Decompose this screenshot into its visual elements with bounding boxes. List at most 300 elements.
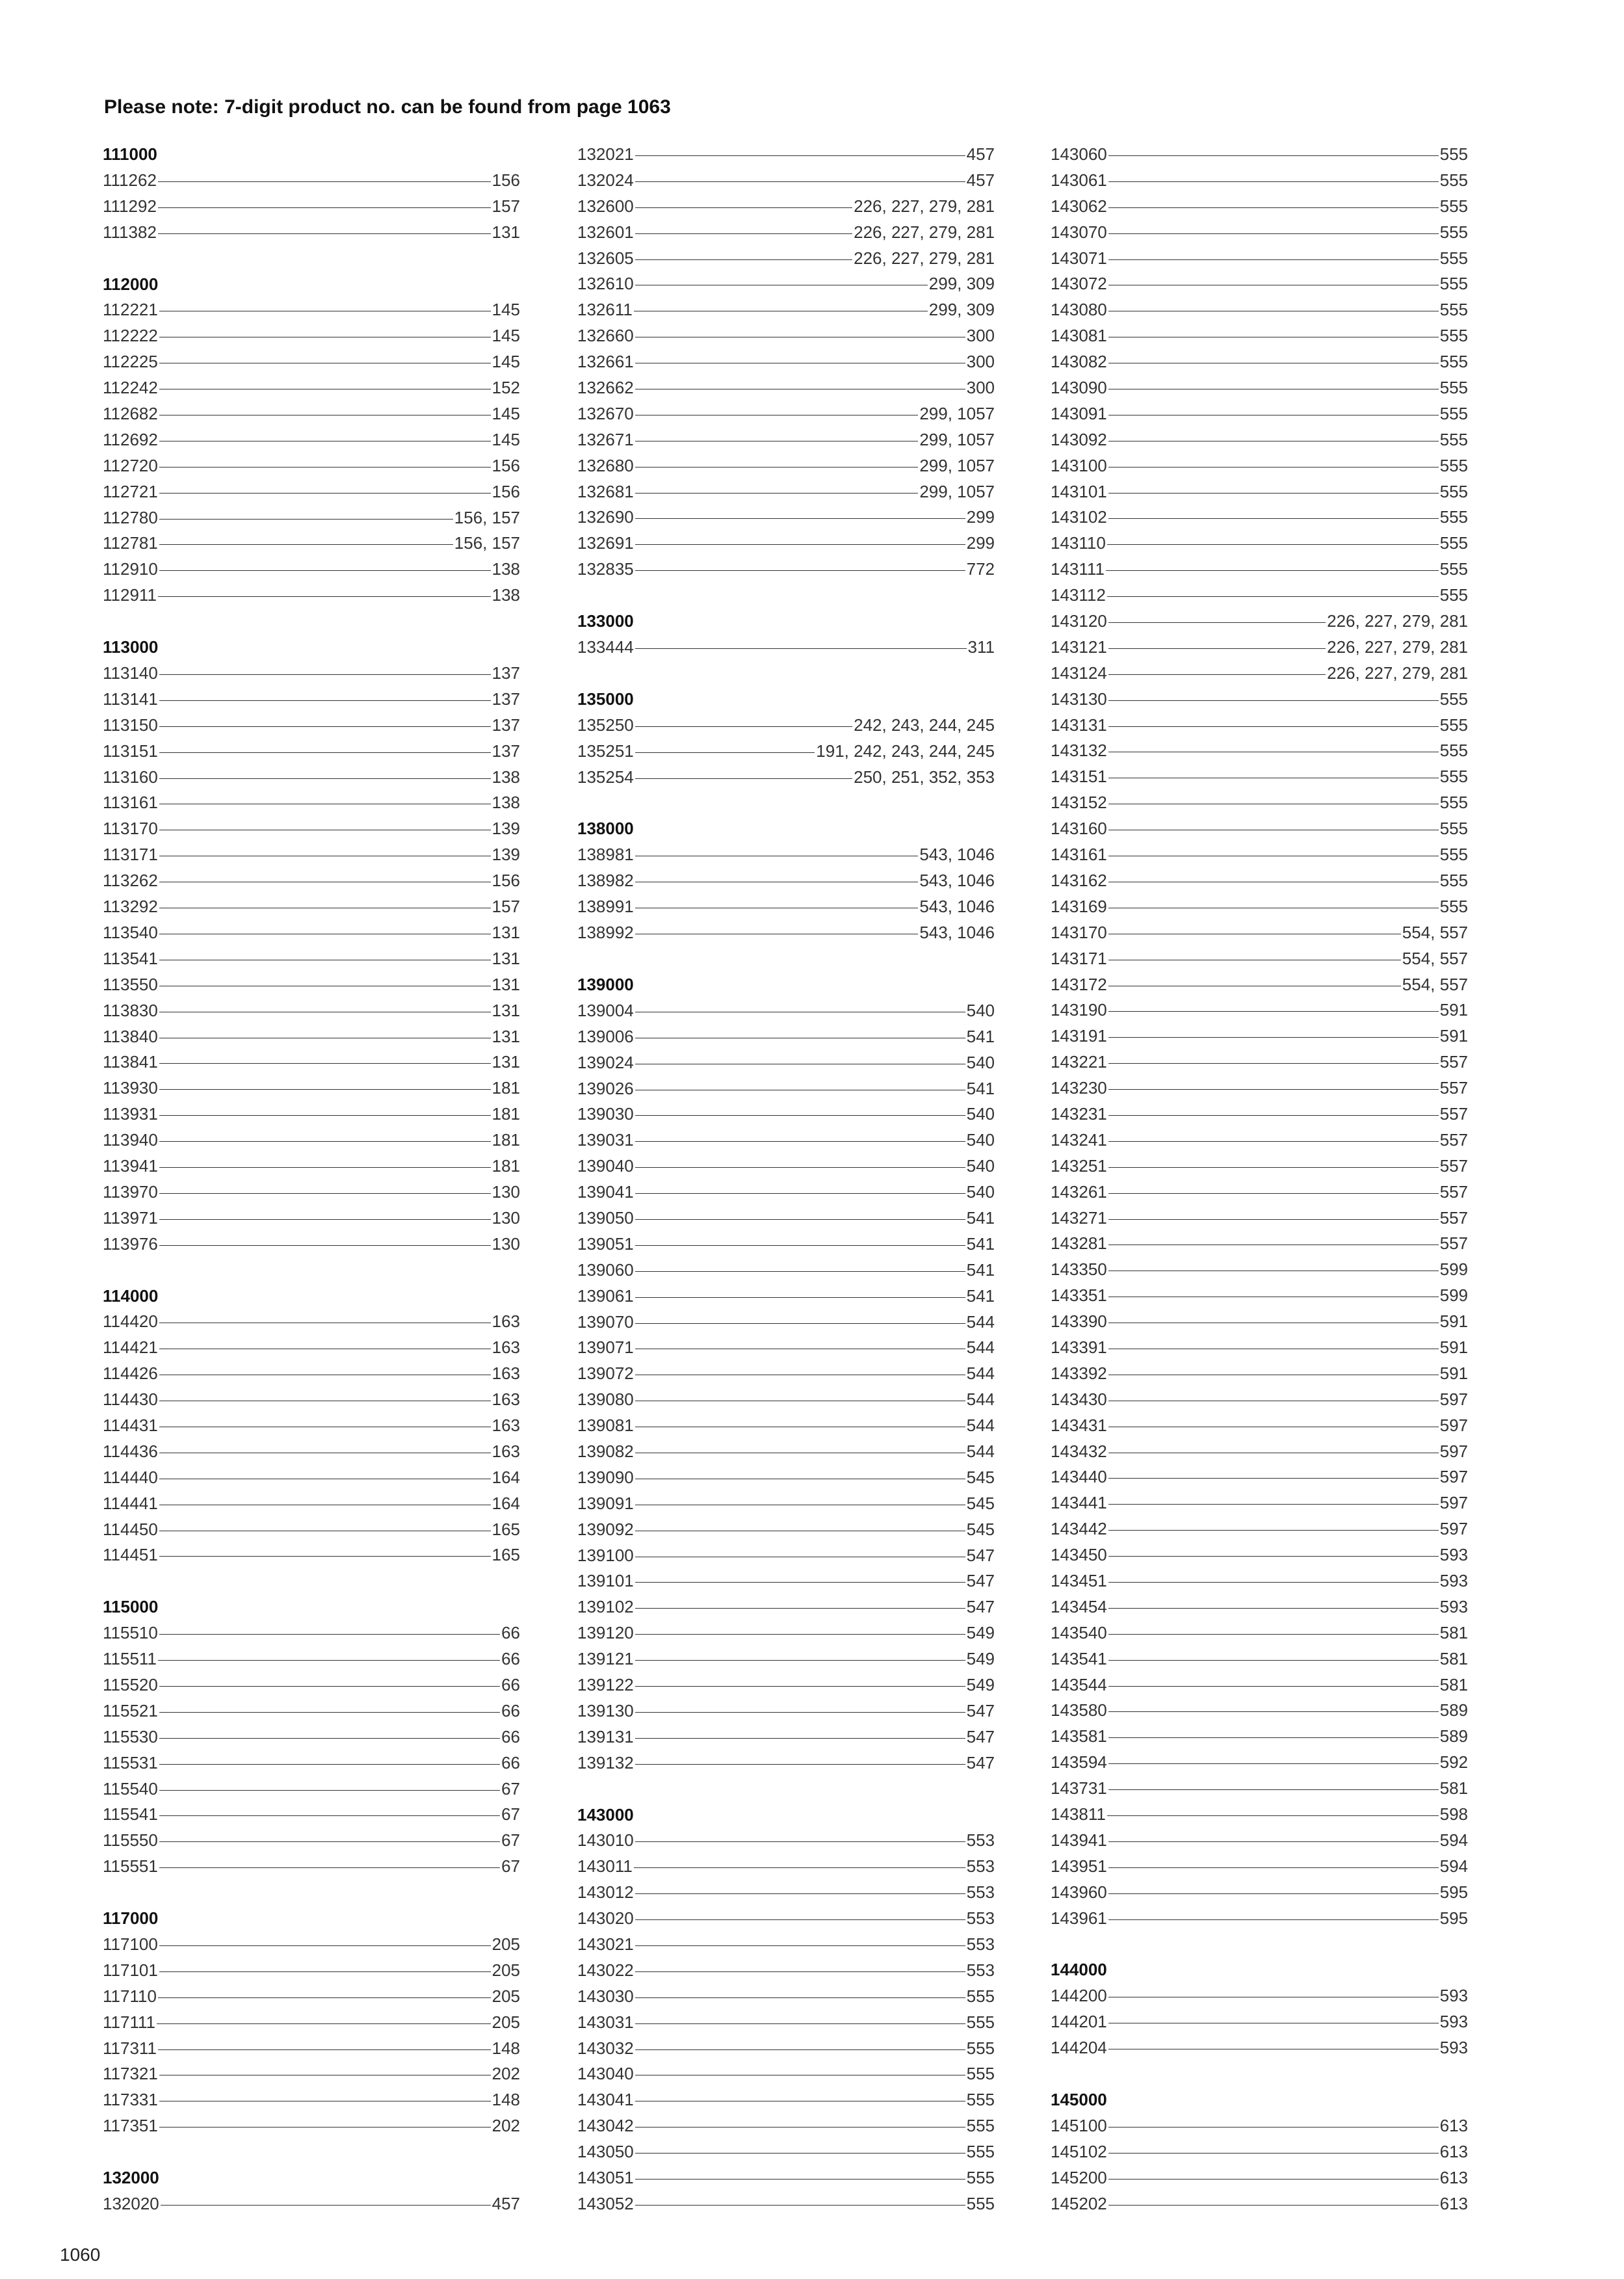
- page-reference: 541: [966, 1026, 995, 1046]
- page-reference: 130: [491, 1233, 520, 1254]
- page-reference: 457: [491, 2194, 520, 2214]
- product-number: 143160: [1051, 819, 1107, 839]
- index-entry: [103, 1802, 520, 1828]
- product-number: 143451: [1051, 1570, 1107, 1590]
- product-number: 143092: [1051, 429, 1107, 449]
- index-entry: [1051, 1257, 1468, 1283]
- page-reference: 595: [1439, 1882, 1468, 1902]
- product-number: 113171: [103, 845, 158, 865]
- page-reference: 557: [1439, 1078, 1468, 1098]
- product-number: 145200: [1051, 2167, 1107, 2187]
- product-number: 139071: [577, 1337, 634, 1358]
- product-number: 113292: [103, 897, 158, 917]
- page-reference: 555: [1439, 222, 1468, 242]
- leader-line: [1108, 1478, 1439, 1479]
- index-entry: [577, 1439, 995, 1465]
- leader-line: [1108, 1737, 1439, 1738]
- index-entry: [577, 246, 995, 272]
- leader-line: [159, 519, 453, 520]
- index-entry: [103, 2061, 520, 2087]
- page-reference: 148: [491, 2090, 520, 2110]
- leader-line: [635, 2205, 965, 2206]
- product-number: 132610: [577, 274, 634, 294]
- page-reference: 156, 157: [454, 507, 520, 527]
- page-reference: 581: [1439, 1648, 1468, 1668]
- leader-line: [159, 1115, 491, 1116]
- product-number: 138992: [577, 923, 634, 943]
- leader-line: [1108, 2205, 1439, 2206]
- page-reference: 554, 557: [1402, 974, 1468, 994]
- page-reference: 547: [966, 1700, 995, 1720]
- page-reference: 299, 309: [928, 300, 995, 320]
- page-reference: 555: [1439, 559, 1468, 579]
- leader-line: [1108, 1141, 1439, 1142]
- product-number: 143020: [577, 1908, 634, 1929]
- index-entry: [103, 1854, 520, 1880]
- page-reference: 555: [1439, 300, 1468, 320]
- page-reference: 581: [1439, 1622, 1468, 1642]
- leader-line: [159, 778, 491, 779]
- leader-line: [159, 700, 491, 701]
- product-number: 143022: [577, 1960, 634, 1980]
- index-entry: [1051, 1101, 1468, 1127]
- index-entry: [103, 765, 520, 791]
- product-number: 117100: [103, 1934, 158, 1954]
- page-reference: 555: [1439, 715, 1468, 735]
- page-reference: 591: [1439, 1311, 1468, 1332]
- index-entry: [577, 453, 995, 479]
- page-reference: 156: [491, 170, 520, 190]
- page-reference: 163: [491, 1390, 520, 1410]
- index-entry: [1051, 1880, 1468, 1906]
- product-number: 143062: [1051, 196, 1107, 216]
- leader-line: [1108, 1893, 1439, 1894]
- group-heading: 143000: [577, 1804, 634, 1825]
- index-entry: [1051, 687, 1468, 713]
- index-entry: [1051, 738, 1468, 764]
- index-entry: [1051, 297, 1468, 323]
- index-entry: [103, 479, 520, 505]
- product-number: 132660: [577, 326, 634, 346]
- index-entry: [577, 1880, 995, 1906]
- page-reference: 242, 243, 244, 245: [854, 715, 995, 735]
- product-number: 135250: [577, 715, 634, 735]
- product-number: 133444: [577, 637, 634, 657]
- product-number: 114440: [103, 1467, 158, 1487]
- index-entry: [577, 375, 995, 401]
- product-number: 138981: [577, 845, 634, 865]
- index-entry: [103, 842, 520, 868]
- product-number: 113840: [103, 1026, 158, 1046]
- index-entry: [1051, 1542, 1468, 1568]
- index-entry: [577, 1543, 995, 1569]
- product-number: 112910: [103, 559, 158, 579]
- leader-line: [1108, 259, 1439, 260]
- product-number: 139024: [577, 1052, 634, 1072]
- product-number: 143731: [1051, 1778, 1107, 1798]
- product-number: 143112: [1051, 585, 1106, 605]
- index-entry: [577, 1958, 995, 1984]
- index-entry: [1051, 635, 1468, 661]
- leader-line: [158, 2049, 491, 2050]
- index-entry: [577, 168, 995, 194]
- leader-line: [159, 674, 491, 675]
- leader-line: [1108, 233, 1439, 234]
- leader-line: [158, 1997, 491, 1998]
- leader-line: [159, 1219, 491, 1220]
- product-number: 132670: [577, 403, 634, 423]
- product-number: 112682: [103, 404, 158, 424]
- product-number: 143172: [1051, 974, 1107, 994]
- product-number: 113550: [103, 974, 158, 994]
- index-entry: [1051, 531, 1468, 557]
- page-reference: 145: [491, 352, 520, 372]
- product-number: 117111: [103, 2012, 155, 2032]
- product-number: 113150: [103, 715, 158, 735]
- page-reference: 541: [966, 1207, 995, 1228]
- page-reference: 595: [1439, 1908, 1468, 1928]
- leader-line: [1108, 1867, 1439, 1868]
- index-entry: [103, 401, 520, 427]
- product-number: 111292: [103, 196, 157, 216]
- page-reference: 145: [491, 326, 520, 346]
- page-reference: 547: [966, 1597, 995, 1617]
- index-entry: [577, 1750, 995, 1776]
- index-entry: [1051, 1568, 1468, 1594]
- page-reference: 181: [491, 1155, 520, 1176]
- page-reference: 557: [1439, 1129, 1468, 1150]
- page-reference: 137: [491, 715, 520, 735]
- page-reference: 226, 227, 279, 281: [854, 222, 995, 242]
- product-number: 143124: [1051, 663, 1107, 683]
- page-reference: 300: [966, 326, 995, 346]
- index-entry: [1051, 946, 1468, 972]
- product-number: 117311: [103, 2038, 157, 2058]
- index-entry: [1051, 609, 1468, 635]
- index-group: [103, 142, 520, 246]
- page-reference: 555: [1439, 274, 1468, 294]
- product-number: 113976: [103, 1233, 158, 1254]
- group-heading: 139000: [577, 974, 634, 994]
- page-reference: 555: [966, 1986, 995, 2006]
- product-number: 145202: [1051, 2193, 1107, 2213]
- product-number: 139070: [577, 1311, 634, 1332]
- index-entry: [1051, 2191, 1468, 2217]
- leader-line: [635, 155, 965, 156]
- page-reference: 555: [1439, 741, 1468, 761]
- leader-line: [635, 1738, 965, 1739]
- page-reference: 156: [491, 481, 520, 501]
- leader-line: [159, 1634, 500, 1635]
- page-reference: 597: [1439, 1467, 1468, 1487]
- page-reference: 613: [1439, 2141, 1468, 2161]
- product-number: 113940: [103, 1130, 158, 1150]
- page-reference: 66: [501, 1700, 520, 1720]
- page-reference: 191, 242, 243, 244, 245: [816, 741, 995, 761]
- group-heading: 135000: [577, 689, 634, 709]
- product-number: 115550: [103, 1830, 158, 1851]
- index-entry: [577, 297, 995, 323]
- product-number: 117351: [103, 2116, 158, 2136]
- index-entry: [1051, 1023, 1468, 1049]
- product-number: 143941: [1051, 1830, 1107, 1850]
- product-number: 139072: [577, 1363, 634, 1384]
- index-entry: [103, 972, 520, 998]
- leader-line: [1107, 1815, 1439, 1816]
- product-number: 139101: [577, 1571, 634, 1591]
- page-reference: 540: [966, 1052, 995, 1072]
- index-entry: [103, 1127, 520, 1153]
- page-number: 1060: [60, 2245, 101, 2265]
- page-reference: 67: [501, 1856, 520, 1877]
- product-number: 112911: [103, 585, 157, 605]
- index-entry: [577, 2087, 995, 2113]
- leader-line: [1108, 1919, 1439, 1920]
- page-reference: 299, 1057: [919, 429, 995, 449]
- page-reference: 557: [1439, 1207, 1468, 1228]
- index-entry: [577, 2191, 995, 2217]
- index-entry: [103, 1309, 520, 1335]
- product-number: 115541: [103, 1804, 158, 1825]
- index-entry: [1051, 1802, 1468, 1828]
- index-entry: [577, 531, 995, 557]
- page-reference: 555: [1439, 429, 1468, 449]
- leader-line: [635, 493, 919, 494]
- leader-line: [159, 2127, 491, 2128]
- product-number: 113841: [103, 1052, 158, 1072]
- index-entry: [1051, 271, 1468, 297]
- index-entry: [577, 842, 995, 868]
- page-reference: 593: [1439, 1986, 1468, 2006]
- product-number: 115520: [103, 1674, 158, 1694]
- index-entry: [577, 271, 995, 297]
- leader-line: [1108, 518, 1439, 519]
- leader-line: [635, 1193, 965, 1194]
- group-heading: 111000: [103, 144, 157, 164]
- index-entry: [1051, 1594, 1468, 1620]
- leader-line: [635, 1660, 965, 1661]
- page-reference: 148: [491, 2038, 520, 2058]
- product-number: 143011: [577, 1856, 633, 1877]
- group-heading: 114000: [103, 1285, 159, 1306]
- page-reference: 555: [1439, 378, 1468, 398]
- page-reference: 457: [966, 144, 995, 164]
- page-reference: 137: [491, 741, 520, 761]
- index-entry: [1051, 583, 1468, 609]
- index-entry: [1051, 1983, 1468, 2009]
- leader-line: [159, 1738, 500, 1739]
- product-number: 139081: [577, 1416, 634, 1436]
- page-reference: 156, 157: [454, 533, 520, 553]
- product-number: 143351: [1051, 1285, 1107, 1306]
- index-entry: [577, 1127, 995, 1153]
- product-number: 143040: [577, 2064, 634, 2084]
- page-reference: 226, 227, 279, 281: [1327, 663, 1468, 683]
- index-entry: [103, 1335, 520, 1361]
- page-reference: 593: [1439, 1596, 1468, 1616]
- product-number: 143030: [577, 1986, 634, 2006]
- index-entry: [1051, 1776, 1468, 1802]
- product-number: 143961: [1051, 1908, 1107, 1928]
- index-entry: [577, 1024, 995, 1050]
- leader-line: [159, 570, 491, 571]
- page-reference: 541: [966, 1285, 995, 1306]
- leader-line: [635, 467, 919, 468]
- product-number: 143169: [1051, 896, 1107, 916]
- page-reference: 553: [966, 1960, 995, 1980]
- product-number: 112225: [103, 352, 158, 372]
- product-number: 144204: [1051, 2038, 1107, 2058]
- page-reference: 599: [1439, 1285, 1468, 1306]
- page-reference: 555: [1439, 326, 1468, 346]
- product-number: 132680: [577, 455, 634, 475]
- product-number: 113540: [103, 922, 158, 942]
- product-number: 139122: [577, 1674, 634, 1694]
- product-number: 132661: [577, 352, 634, 372]
- index-entry: [577, 1568, 995, 1594]
- index-entry: [1051, 2009, 1468, 2035]
- index-entry: [1051, 1387, 1468, 1413]
- page-reference: 540: [966, 1130, 995, 1150]
- index-entry: [103, 2191, 520, 2217]
- index-entry: [103, 1620, 520, 1646]
- product-number: 132605: [577, 248, 634, 268]
- leader-line: [635, 1997, 965, 1998]
- page-reference: 66: [501, 1674, 520, 1694]
- product-number: 143450: [1051, 1545, 1107, 1565]
- group-heading: 133000: [577, 611, 634, 631]
- product-number: 139026: [577, 1078, 634, 1098]
- page-reference: 163: [491, 1337, 520, 1358]
- product-number: 113970: [103, 1181, 158, 1202]
- index-entry: [103, 1698, 520, 1724]
- leader-line: [1108, 1841, 1439, 1842]
- page-reference: 545: [966, 1493, 995, 1513]
- product-number: 132600: [577, 196, 634, 216]
- page-reference: 555: [1439, 819, 1468, 839]
- page-reference: 591: [1439, 1026, 1468, 1046]
- leader-line: [159, 1790, 500, 1791]
- product-number: 143390: [1051, 1311, 1107, 1332]
- page-reference: 541: [966, 1078, 995, 1098]
- page-reference: 165: [491, 1545, 520, 1565]
- page-reference: 555: [966, 2012, 995, 2032]
- product-number: 132835: [577, 559, 634, 579]
- page-reference: 540: [966, 1182, 995, 1202]
- page-reference: 145: [491, 300, 520, 320]
- product-number: 113151: [103, 741, 158, 761]
- index-entry: [103, 1672, 520, 1698]
- page-reference: 555: [1439, 793, 1468, 813]
- product-number: 143350: [1051, 1259, 1107, 1280]
- page-reference: 541: [966, 1233, 995, 1254]
- index-entry: [577, 1284, 995, 1310]
- index-entry: [577, 1232, 995, 1258]
- page-reference: 137: [491, 663, 520, 683]
- page-reference: 544: [966, 1390, 995, 1410]
- index-entry: [1051, 1646, 1468, 1672]
- index-entry: [103, 1179, 520, 1205]
- group-heading: 144000: [1051, 1960, 1107, 1980]
- index-entry: [103, 194, 520, 220]
- product-number: 143070: [1051, 222, 1107, 242]
- index-entry: [1051, 1516, 1468, 1542]
- page-reference: 592: [1439, 1752, 1468, 1772]
- index-entry: [577, 1620, 995, 1646]
- leader-line: [1108, 1193, 1439, 1194]
- page-reference: 131: [491, 1026, 520, 1046]
- product-number: 113930: [103, 1078, 158, 1098]
- index-entry: [1051, 1075, 1468, 1101]
- page-reference: 139: [491, 845, 520, 865]
- index-entry: [103, 1750, 520, 1776]
- page-reference: 597: [1439, 1389, 1468, 1409]
- product-number: 113931: [103, 1104, 158, 1124]
- page-reference: 598: [1439, 1804, 1468, 1824]
- page-reference: 544: [966, 1416, 995, 1436]
- index-entry: [1051, 894, 1468, 920]
- index-entry: [1051, 427, 1468, 453]
- index-group: [103, 635, 520, 1257]
- page-reference: 163: [491, 1415, 520, 1435]
- page-reference: 544: [966, 1311, 995, 1332]
- index-entry: [103, 583, 520, 609]
- index-entry: [1051, 713, 1468, 739]
- leader-line: [161, 2205, 491, 2206]
- index-entry: [577, 2165, 995, 2191]
- page-reference: 131: [491, 922, 520, 942]
- index-entry: [103, 1153, 520, 1179]
- product-number: 111262: [103, 170, 157, 190]
- index-entry: [1051, 142, 1468, 168]
- index-entry: [577, 868, 995, 894]
- product-number: 117331: [103, 2090, 158, 2110]
- index-entry: [103, 1413, 520, 1439]
- product-number: 114420: [103, 1311, 158, 1332]
- page-reference: 540: [966, 1000, 995, 1020]
- leader-line: [1108, 622, 1326, 623]
- product-number: 143432: [1051, 1441, 1107, 1461]
- product-number: 143191: [1051, 1026, 1107, 1046]
- page-reference: 545: [966, 1467, 995, 1487]
- index-entry: [1051, 2113, 1468, 2139]
- index-entry: [577, 713, 995, 739]
- product-number: 132021: [577, 144, 634, 164]
- product-number: 143594: [1051, 1752, 1107, 1772]
- index-entry: [577, 2036, 995, 2062]
- page-reference: 591: [1439, 1337, 1468, 1357]
- product-number: 143090: [1051, 378, 1107, 398]
- page-reference: 581: [1439, 1778, 1468, 1798]
- index-entry: [577, 1101, 995, 1127]
- leader-line: [635, 1115, 965, 1116]
- leader-line: [635, 1323, 965, 1324]
- product-number: 143151: [1051, 767, 1107, 787]
- product-number: 143581: [1051, 1726, 1107, 1746]
- index-entry: [103, 1024, 520, 1050]
- leader-line: [159, 1089, 491, 1090]
- page-reference: 540: [966, 1104, 995, 1124]
- index-entry: [577, 1310, 995, 1336]
- page-reference: 205: [491, 2012, 520, 2032]
- product-number: 113262: [103, 871, 158, 891]
- index-entry: [103, 1361, 520, 1387]
- leader-line: [1108, 1556, 1439, 1557]
- product-number: 143091: [1051, 403, 1107, 423]
- group-heading: 145000: [1051, 2090, 1107, 2110]
- product-number: 139051: [577, 1233, 634, 1254]
- index-group: [103, 272, 520, 609]
